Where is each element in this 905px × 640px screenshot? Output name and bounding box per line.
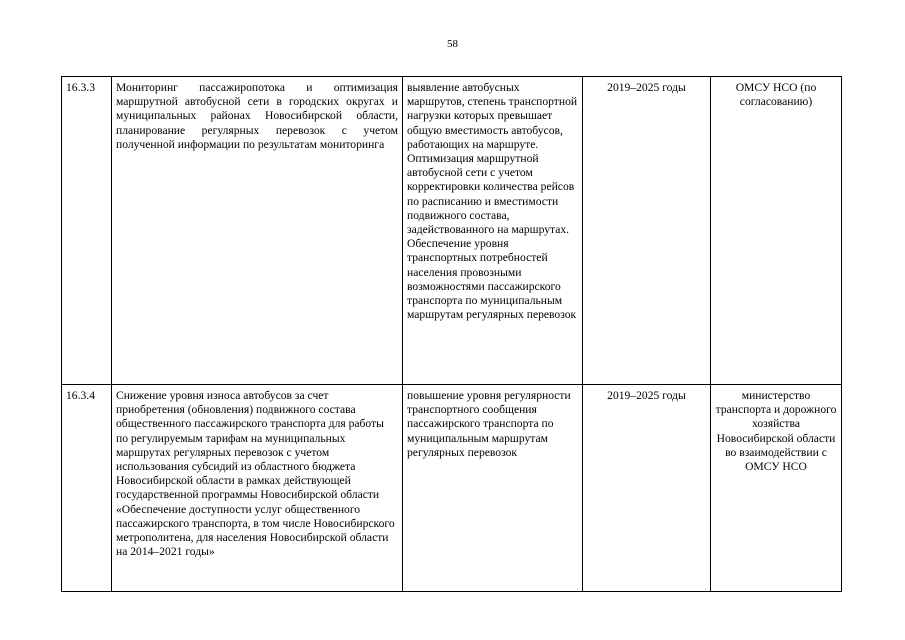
page-number: 58 <box>447 38 458 50</box>
table-row <box>62 385 842 592</box>
result-paragraph: Обеспечение уровня транспортных потребностей населения провозными возможностями пассажирского транспорта по муниципальным маршрутам регулярных перевозок <box>407 237 577 322</box>
result-paragraph: выявление автобусных маршрутов, степень транспортной нагрузки которых превышает общую вместимость автобусов, работающих на маршруте. <box>407 81 578 151</box>
measure-term: 2019–2025 годы <box>583 385 711 592</box>
measure-executor: министерство транспорта и дорожного хозяйства Новосибирской области во взаимодействии с ОМСУ НСО <box>711 385 842 592</box>
measure-executor: ОМСУ НСО (по согласованию) <box>711 77 842 385</box>
measure-name: Снижение уровня износа автобусов за счет приобретения (обновления) подвижного состава общественного пассажирского транспорта для работы по регулируемым тарифам на муниципальных маршрутах регулярных перевозок с учетом использования субсидий из областного бюджета Новосибирской области в рамках действующей государственной программы Новосибирской области «Обеспечение доступности услуг общественного пассажирского транспорта, в том числе Новосибирского метрополитена, для населения Новосибирской области на 2014–2021 годы» <box>112 385 403 592</box>
result-paragraph: повышение уровня регулярности транспортного сообщения пассажирского транспорта по муниципальным маршрутам регулярных перевозок <box>407 389 571 459</box>
table-row <box>62 77 842 385</box>
measures-table <box>61 76 842 592</box>
measure-result <box>403 385 583 592</box>
measure-number: 16.3.4 <box>62 385 112 592</box>
measure-result <box>403 77 583 385</box>
result-paragraph: Оптимизация маршрутной автобусной сети с учетом корректировки количества рейсов по расписанию и вместимости подвижного состава, задействованного на маршрутах. <box>407 152 575 237</box>
measure-number: 16.3.3 <box>62 77 112 385</box>
measure-name: Мониторинг пассажиропотока и оптимизация маршрутной автобусной сети в городских округах и муниципальных районах Новосибирской области, планирование регулярных перевозок с учетом полученной информации по результатам мониторинга <box>112 77 403 385</box>
measure-term: 2019–2025 годы <box>583 77 711 385</box>
